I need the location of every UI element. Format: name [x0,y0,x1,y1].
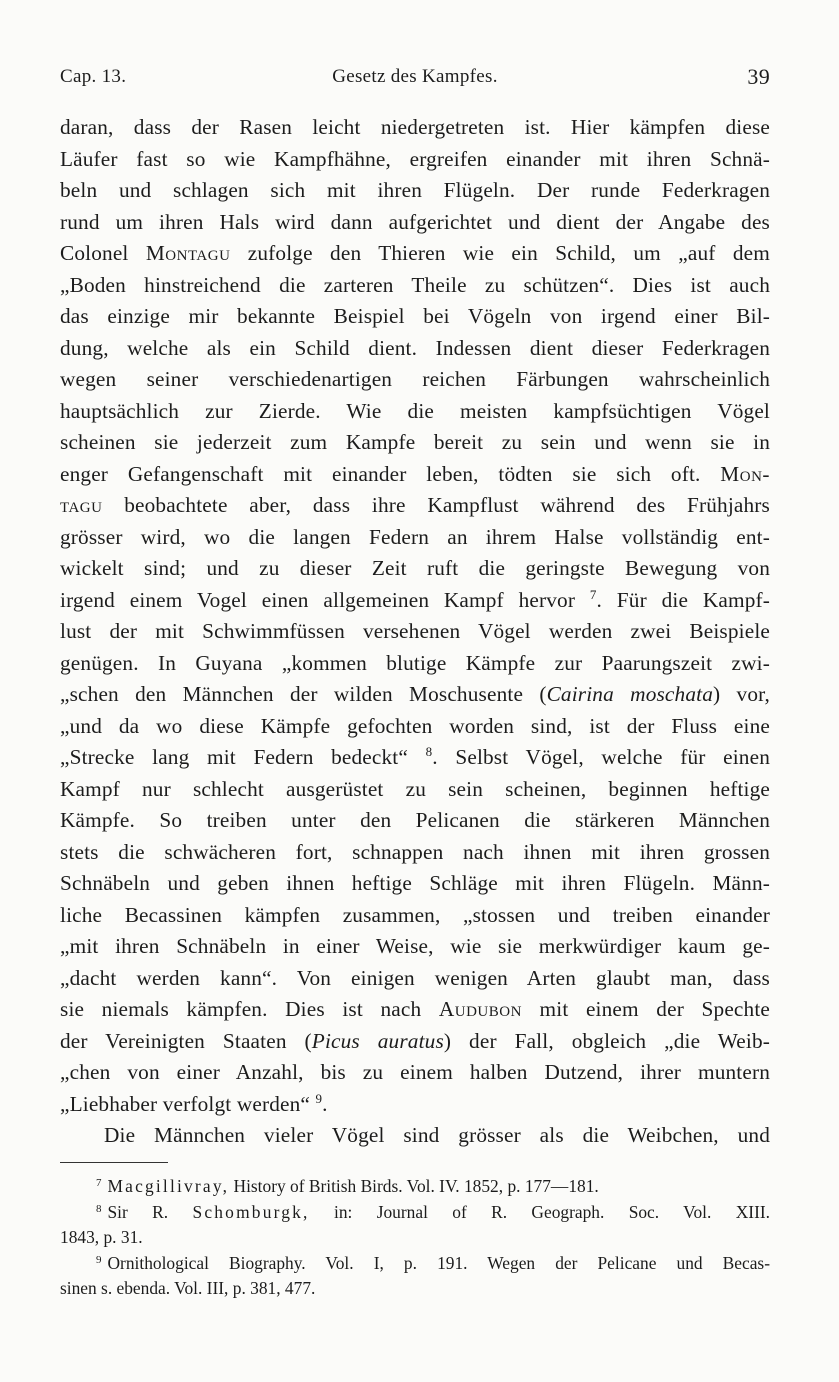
text-line: „chen von einer Anzahl, bis zu einem halben Dutzend, ihrer muntern [60,1060,770,1084]
text-fragment: ) der Fall, obgleich „die Weib- [443,1028,770,1053]
text-line: Kampf nur schlecht ausgerüstet zu sein scheinen, beginnen heftige [60,776,770,801]
page-number: 39 [747,64,770,89]
footnote-author: Schomburgk, [192,1201,310,1222]
text-line: genügen. In Guyana „kommen blutige Kämpfe zur Paarungszeit zwi- [60,650,770,675]
footnote-author: Macgillivray, [107,1176,230,1196]
text-fragment: zufolge den Thieren wie ein Schild, um „auf dem [247,241,770,265]
author-name: Audubon [438,997,522,1021]
text-fragment: enger Gefangenschaft mit einander leben, tödten sie sich oft. [60,461,701,486]
text-line: liche Becassinen kämpfen zusammen, „stossen und treiben einander [60,902,770,927]
text-fragment: beobachtete aber, dass ihre Kampflust während des Frühjahrs [124,493,770,517]
text-fragment: mit einem der Spechte [539,997,770,1021]
footnote-divider [60,1162,168,1163]
running-title: Gesetz des Kampfes. [332,66,498,87]
text-line: dung, welche als ein Schild dient. Indessen dient dieser Federkragen [60,335,770,360]
text-line: „dacht werden kann“. Von einigen wenigen Arten glaubt man, dass [60,965,770,990]
footnote-text: Ornithological Biography. Vol. I, p. 191. Wegen der Pelicane und Becas- [107,1252,770,1273]
text-line: lust der mit Schwimmfüssen versehenen Vögel werden zwei Beispiele [60,619,770,643]
text-line [60,994,770,1026]
text-line: daran, dass der Rasen leicht niedergetreten ist. Hier kämpfen diese [60,115,770,139]
text-line [60,679,770,711]
footnote-ref[interactable]: 8 [425,744,433,759]
footnote-ref[interactable]: 9 [315,1090,323,1106]
text-line [60,459,770,491]
text-line: „Boden hinstreichend die zarteren Theile zu schützen“. Dies ist auch [60,272,770,297]
text-line: beln und schlagen sich mit ihren Flügeln. Der runde Federkragen [60,178,770,202]
footnote-ref[interactable]: 7 [589,586,597,602]
footnote-marker: 7 [96,1177,102,1189]
text-line: „und da wo diese Kämpfe gefochten worden sind, ist der Fluss eine [60,713,770,738]
author-name: Mon- [720,461,770,486]
text-line: stets die schwächeren fort, schnappen nach ihnen mit ihren grossen [60,839,770,864]
footnote-7 [60,1174,770,1200]
text-line: grösser wird, wo die langen Federn an ihrem Halse vollständig ent- [60,524,770,549]
text-line: Die Männchen vieler Vögel sind grösser als die Weibchen, und [104,1123,770,1147]
text-line: scheinen sie jederzeit zum Kampfe bereit zu sein und wenn sie in [60,430,770,454]
text-line: wickelt sind; und zu dieser Zeit ruft die geringste Bewegung von [60,556,770,580]
text-fragment: ) vor, [713,682,770,706]
author-name: Montagu [145,241,231,265]
text-line: rund um ihren Hals wird dann aufgerichtet und dient der Angabe des [60,209,770,234]
text-fragment: „Liebhaber verfolgt werden“ [60,1091,311,1116]
text-fragment: irgend einem Vogel einen allgemeinen Kampf hervor [60,587,576,612]
text-fragment: der Vereinigten Staaten ( [60,1028,312,1053]
text-line: hauptsächlich zur Zierde. Wie die meisten kampfsüchtigen Vögel [60,398,770,423]
text-fragment: „schen den Männchen der wilden Moschusente ( [60,682,547,706]
text-line: Läufer fast so wie Kampfhähne, ergreifen einander mit ihren Schnä- [60,146,770,171]
text-fragment: . [322,1091,328,1116]
text-fragment: . Für die Kampf- [596,587,771,612]
main-text [60,112,770,1152]
footnote-8-continued: 1843, p. 31. [60,1227,143,1247]
footnote-9 [60,1251,770,1277]
footnote-8 [60,1200,770,1226]
footnote-marker: 9 [96,1253,102,1266]
text-line [60,1089,770,1121]
text-fragment: Colonel [60,241,129,265]
footnote-marker: 8 [96,1202,102,1215]
text-line: Kämpfe. So treiben unter den Pelicanen die stärkeren Männchen [60,808,770,832]
text-line [60,1026,770,1058]
text-line [60,585,770,617]
footnote-text: History of British Birds. Vol. IV. 1852, p. 177—181. [233,1176,599,1196]
text-line: das einzige mir bekannte Beispiel bei Vögeln von irgend einer Bil- [60,304,770,328]
text-line: „mit ihren Schnäbeln in einer Weise, wie sie merkwürdiger kaum ge- [60,934,770,958]
species-name: Picus auratus [311,1028,444,1053]
text-line [60,490,770,522]
footnotes [60,1174,770,1302]
text-line [60,238,770,270]
chapter-label: Cap. 13. [60,66,127,87]
text-line: wegen seiner verschiedenartigen reichen Färbungen wahrscheinlich [60,367,770,391]
footnote-9-continued: sinen s. ebenda. Vol. III, p. 381, 477. [60,1278,316,1298]
species-name: Cairina moschata [546,682,713,706]
text-fragment: sie niemals kämpfen. Dies ist nach [60,997,422,1021]
text-fragment: „Strecke lang mit Federn bedeckt“ [60,745,408,769]
running-head [60,66,770,92]
author-name: tagu [60,493,103,517]
text-fragment: . Selbst Vögel, welche für einen [432,745,770,769]
text-line: Schnäbeln und geben ihnen heftige Schläge mit ihren Flügeln. Männ- [60,871,770,895]
footnote-text: in: Journal of R. Geograph. Soc. Vol. XIII. [333,1201,770,1222]
text-line [60,742,770,774]
footnote-text: Sir R. [107,1201,169,1222]
